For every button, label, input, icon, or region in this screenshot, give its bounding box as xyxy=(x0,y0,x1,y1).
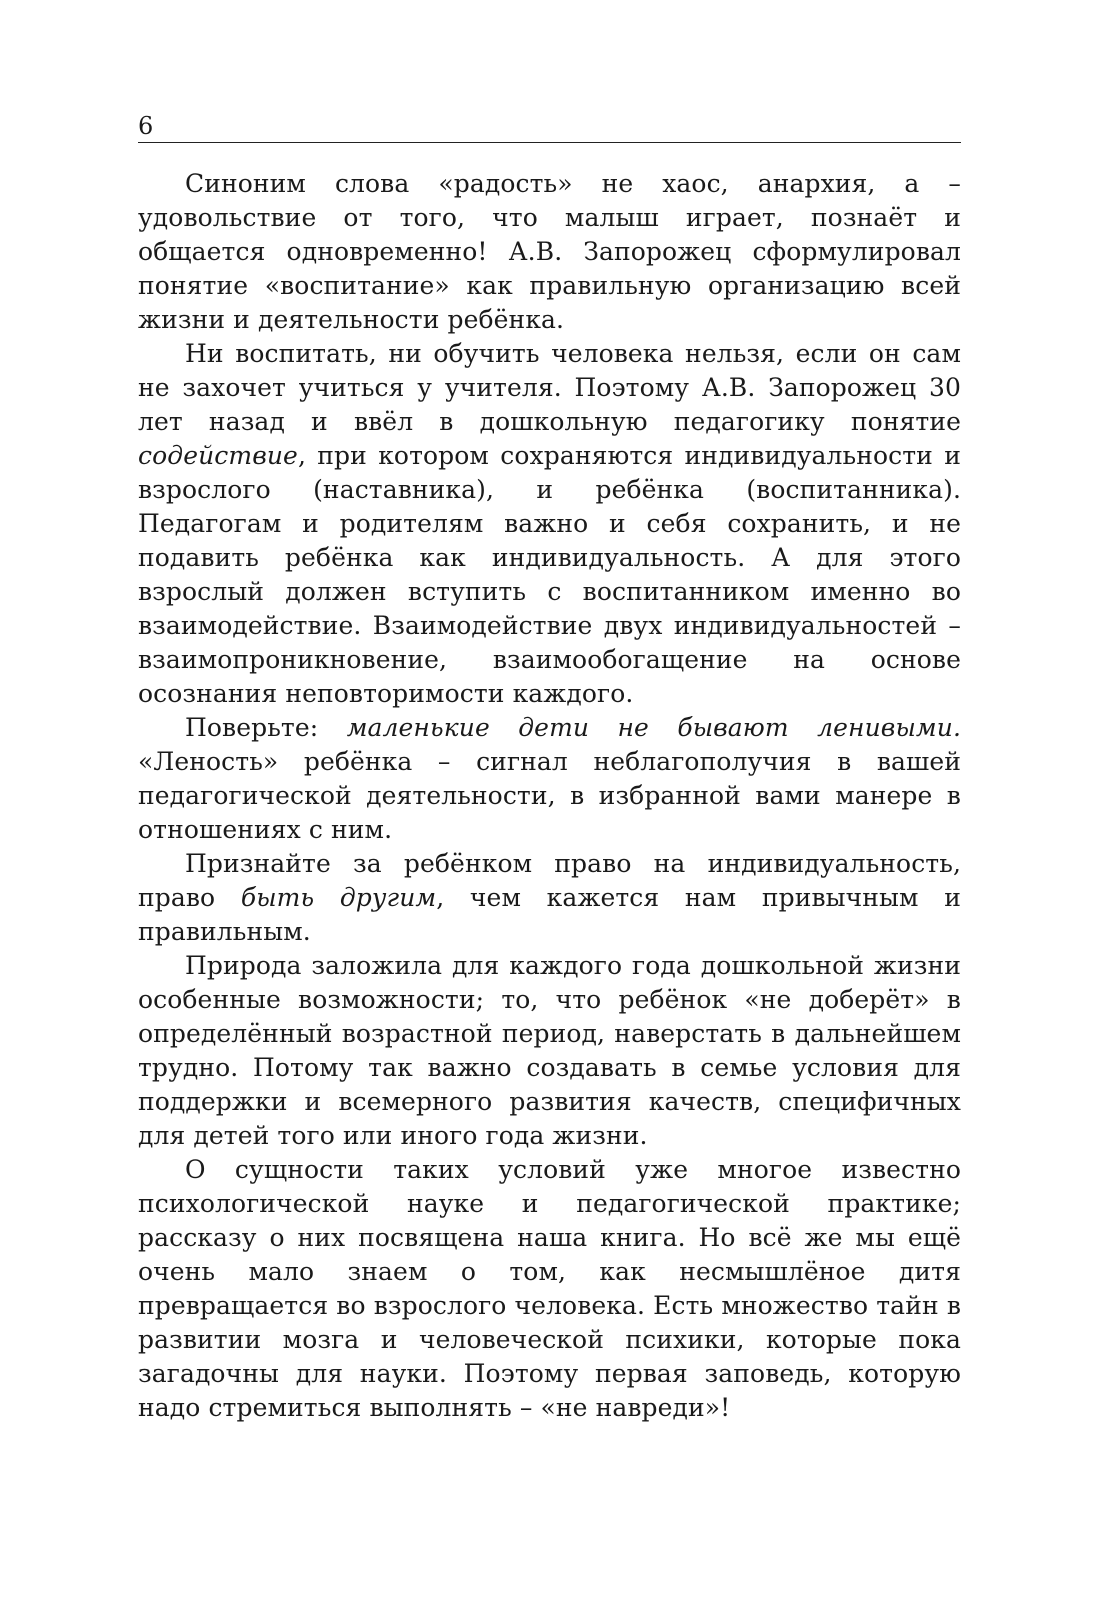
running-head xyxy=(138,112,961,143)
page-number: 6 xyxy=(138,112,154,140)
paragraph-text-before: Ни воспитать, ни обучить человека нельзя, если он сам не захочет учиться у учителя. Поэтому А.В. Запорожец 30 лет назад и ввёл в дошкольную педагогику понятие xyxy=(138,339,961,436)
paragraph-2 xyxy=(138,337,961,711)
body-text xyxy=(138,167,961,1425)
paragraph-1 xyxy=(138,167,961,337)
paragraph-text-after: , при котором сохраняются индивидуальности и взрослого (наставника), и ребёнка (воспитанника). Педагогам и родителям важно и себя сохранить, и не подавить ребёнка как индивидуальность. А для этого взрослый должен вступить с воспитанником именно во взаимодействие. Взаимодействие двух индивидуальностей – взаимопроникновение, взаимообогащение на основе осознания неповторимости каждого. xyxy=(138,441,961,708)
book-page xyxy=(138,112,961,1425)
paragraph-4 xyxy=(138,847,961,949)
paragraph-3 xyxy=(138,711,961,847)
paragraph-text: Синоним слова «радость» не хаос, анархия, а – удовольствие от того, что малыш играет, познаёт и общается одновременно! А.В. Запорожец сформулировал понятие «воспитание» как правильную организацию всей жизни и деятельности ребёнка. xyxy=(138,169,961,334)
paragraph-text: Природа заложила для каждого года дошкольной жизни особенные возможности; то, что ребёнок «не доберёт» в определённый возрастной период, наверстать в дальнейшем трудно. Потому так важно создавать в семье условия для поддержки и всемерного развития качеств, специфичных для детей того или иного года жизни. xyxy=(138,951,961,1150)
paragraph-text-before: Поверьте: xyxy=(185,713,347,742)
paragraph-text-after: «Леность» ребёнка – сигнал неблагополучия в вашей педагогической деятельности, в избранной вами манере в отношениях с ним. xyxy=(138,747,961,844)
paragraph-text: О сущности таких условий уже многое известно психологической науке и педагогической практике; рассказу о них посвящена наша книга. Но всё же мы ещё очень мало знаем о том, как несмышлёное дитя превращается во взрослого человека. Есть множество тайн в развитии мозга и человеческой психики, которые пока загадочны для науки. Поэтому первая заповедь, которую надо стремиться выполнять – «не навреди»! xyxy=(138,1155,961,1422)
paragraph-text-after: , чем кажется нам привычным и правильным. xyxy=(138,883,961,946)
emphasis-term: содействие xyxy=(138,441,298,470)
emphasis-phrase: быть другим xyxy=(240,883,437,912)
paragraph-text-before: Признайте за ребёнком право на индивидуальность, право xyxy=(138,849,961,912)
paragraph-5 xyxy=(138,949,961,1153)
emphasis-statement: маленькие дети не бывают ленивыми. xyxy=(346,713,961,742)
paragraph-6 xyxy=(138,1153,961,1425)
